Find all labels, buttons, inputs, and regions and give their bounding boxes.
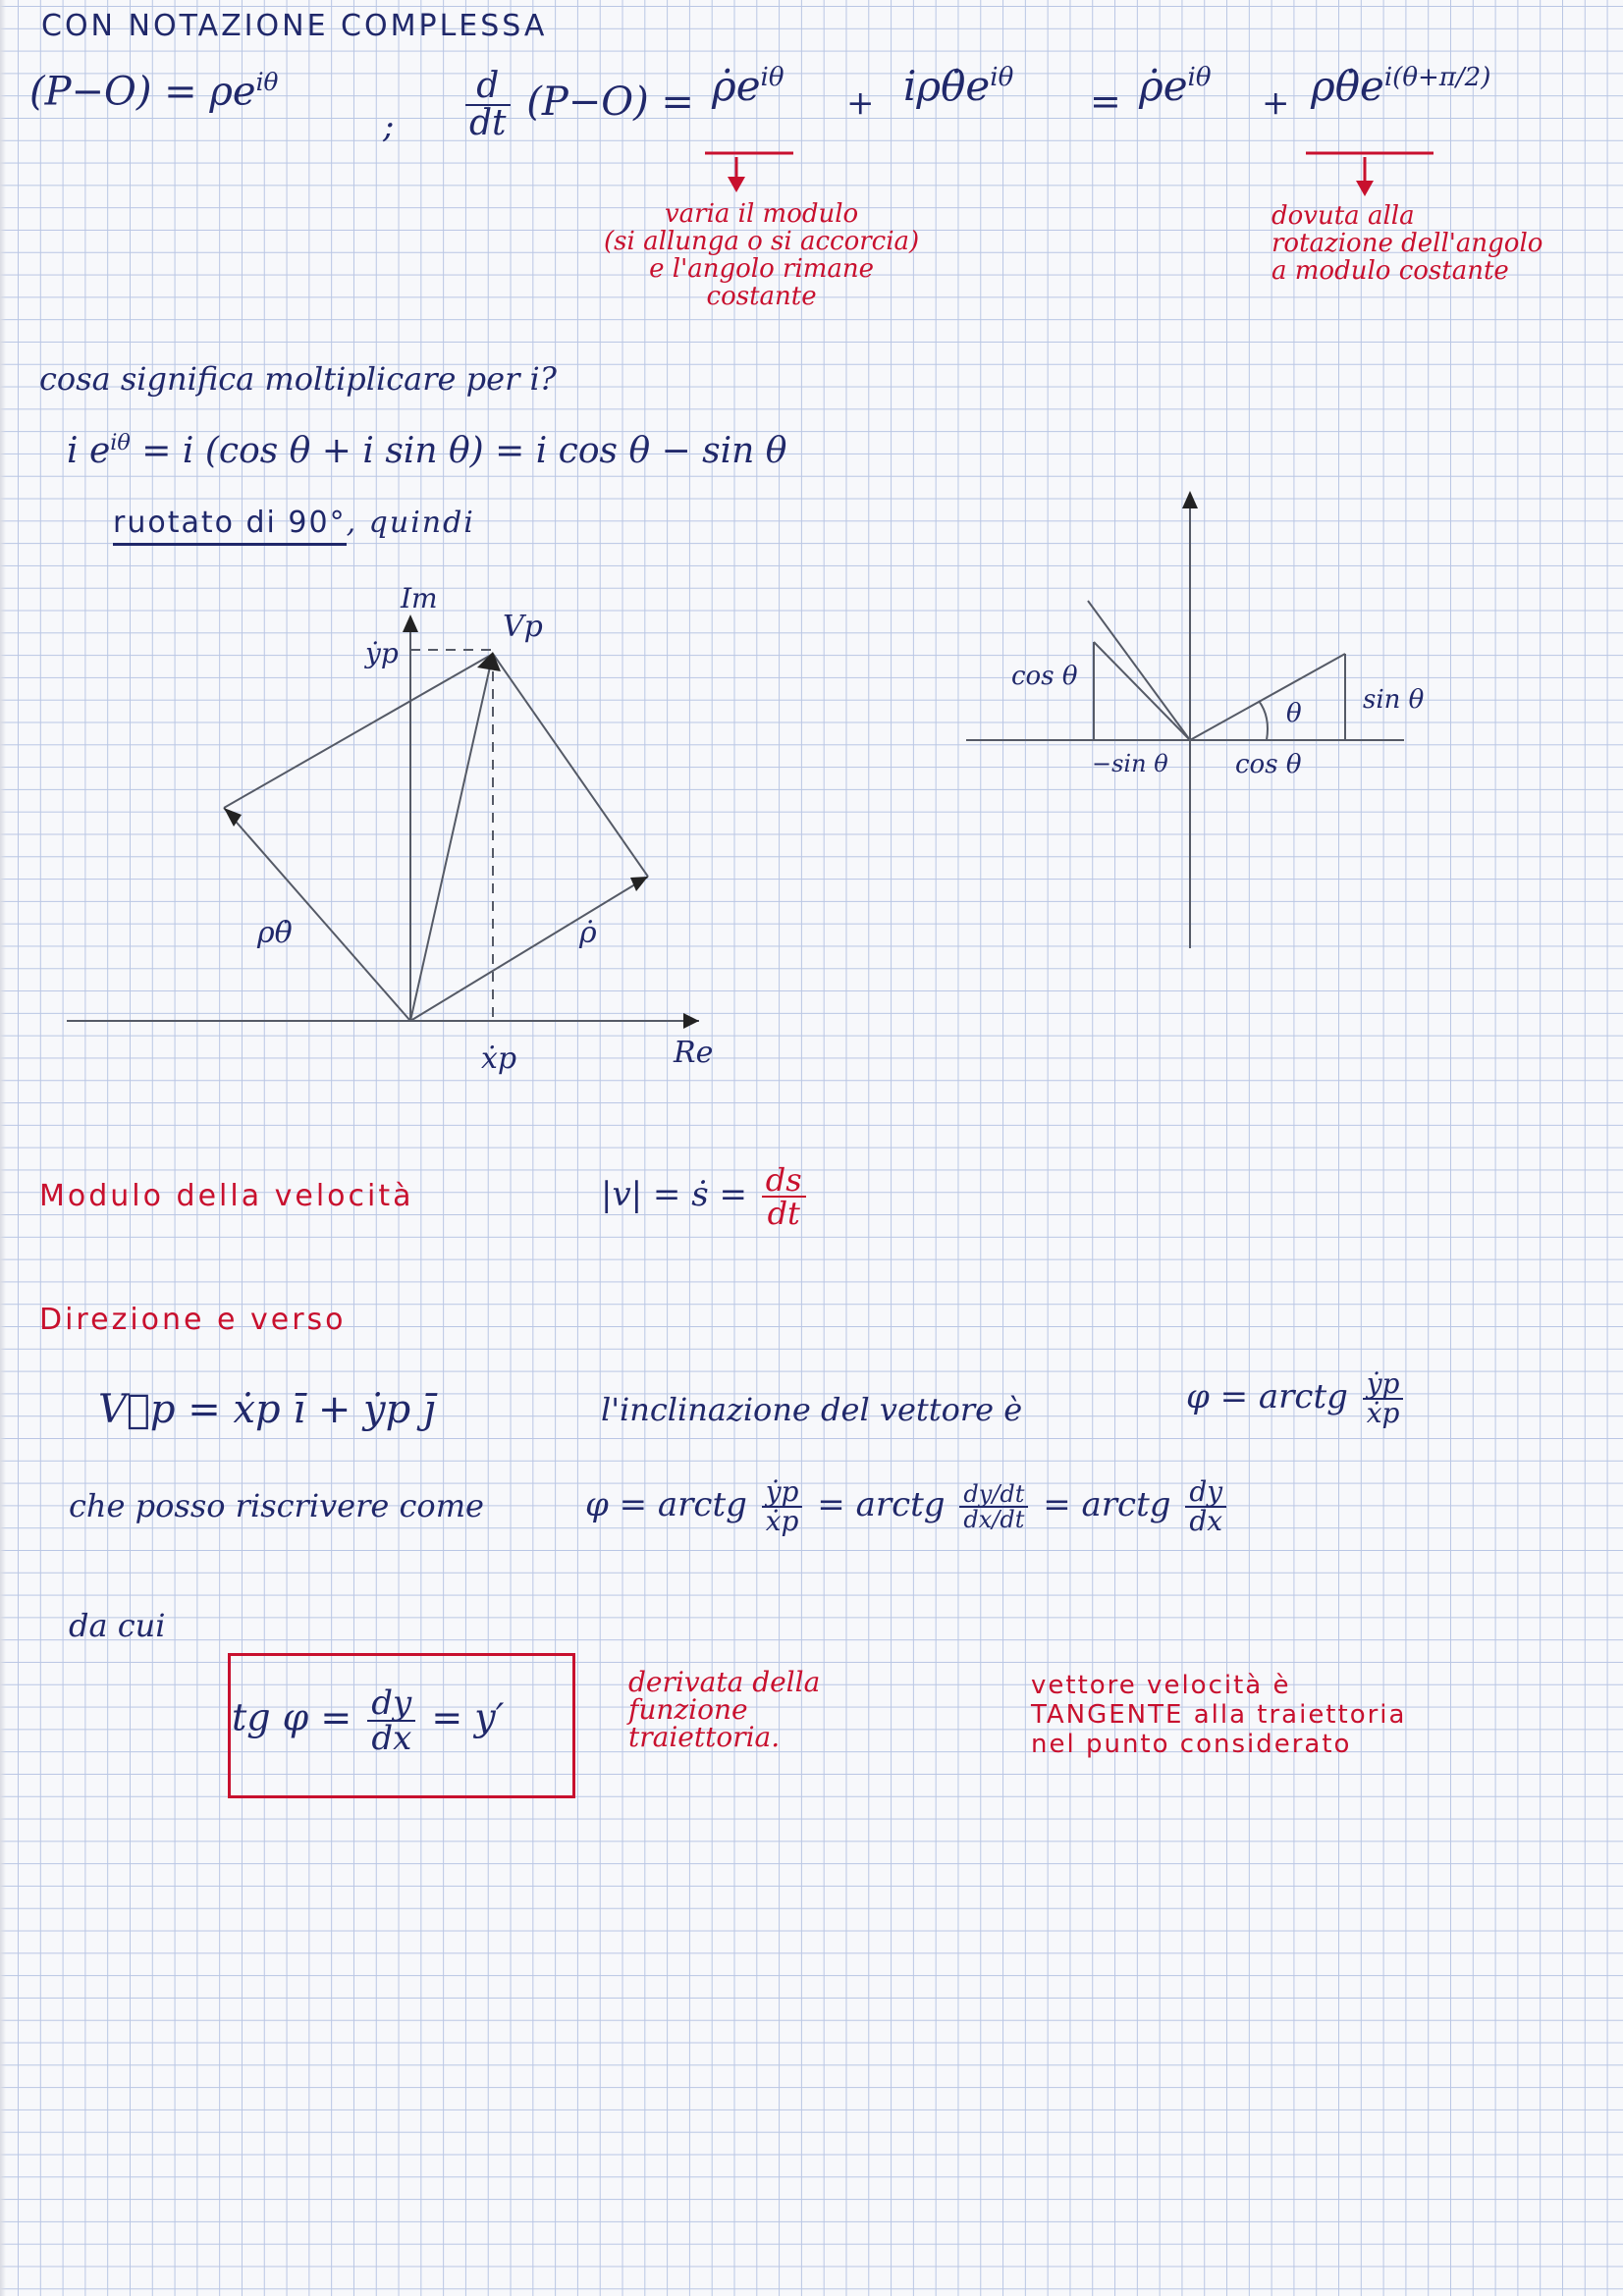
note-derivative: derivata della funzione traiettoria.	[628, 1666, 821, 1753]
sin-right-label: sin θ	[1363, 685, 1425, 715]
velocity-vector-formula: V⃗p = ẋp ī + ẏp j̄	[98, 1387, 436, 1432]
page-title: CON NOTAZIONE COMPLESSA	[41, 9, 548, 43]
equation-derivative: $\frac{d}{dt}$ (P−O) =	[461, 69, 694, 141]
term-rho-dot: $\rhȯe^{i\theta}$	[712, 62, 784, 110]
equation-separator: ;	[383, 107, 395, 146]
vp-label: Vp	[503, 610, 543, 644]
equation-i-rotation: i $e^{i\theta} = i$ (cos θ + i sin θ) = i cos θ − sin θ	[67, 430, 787, 471]
phi-chain-formula: φ = arctg $\frac{\text{ẏp}}{\text{ẋp}}$ = arctg $\frac{dy/dt}{dx/dt}$ = arctg $\frac{dy}{dx}$	[585, 1478, 1230, 1535]
theta-label: θ	[1286, 699, 1302, 728]
minus-sin-label: −sin θ	[1092, 750, 1168, 777]
note-rotation: dovuta alla rotazione dell'angolo a modulo costante	[1271, 201, 1543, 286]
yp-label: ẏp	[365, 637, 399, 669]
speed-label: Modulo della velocità	[39, 1179, 414, 1213]
term-rotation: $\rho\thetȧe^{i(\theta+\pi/2)}$	[1311, 62, 1491, 110]
rotated-note: ruotato di 90°, quindi	[113, 508, 475, 538]
cos-bottom-label: cos θ	[1235, 750, 1302, 779]
inclination-text: l'inclinazione del vettore è	[601, 1391, 1023, 1428]
rho-dot-label: ρ̇	[579, 916, 597, 950]
term-rho-dot-2: $\rhȯe^{i\theta}$	[1139, 62, 1212, 110]
note-tangent: vettore velocità è TANGENTE alla traiettoria nel punto considerato	[1031, 1671, 1407, 1759]
equation-position: $(P-O) = \rho e^{i\theta}$	[29, 68, 279, 115]
boxed-formula-content: tg φ = $\frac{dy}{dx}$ = y′	[232, 1683, 505, 1758]
question-multiply-i: cosa significa moltiplicare per i?	[39, 360, 557, 398]
direction-label: Direzione e verso	[39, 1303, 347, 1337]
equals-sign: =	[1090, 80, 1121, 123]
xp-label: ẋp	[481, 1041, 517, 1076]
speed-formula: |v| = ṡ = $\frac{ds}{dt}$	[601, 1164, 810, 1229]
cos-left-label: cos θ	[1011, 662, 1078, 691]
axis-re-label: Re	[674, 1036, 714, 1070]
plus-sign: +	[846, 83, 875, 123]
from-which-text: da cui	[69, 1607, 166, 1644]
axis-im-label: Im	[401, 582, 438, 614]
note-modulus: varia il modulo (si allunga o si accorcia) e l'angolo rimane costante	[604, 199, 920, 311]
phi-formula: φ = arctg $\frac{\text{ẏp}}{\text{ẋp}}$	[1186, 1370, 1407, 1427]
rho-theta-dot-label: ρθ̇	[257, 916, 293, 950]
term-i-rho-theta: $i\rho\thetȧe^{i\theta}$	[903, 62, 1014, 110]
rewrite-text: che posso riscrivere come	[69, 1487, 484, 1524]
plus-sign-2: +	[1262, 83, 1290, 123]
